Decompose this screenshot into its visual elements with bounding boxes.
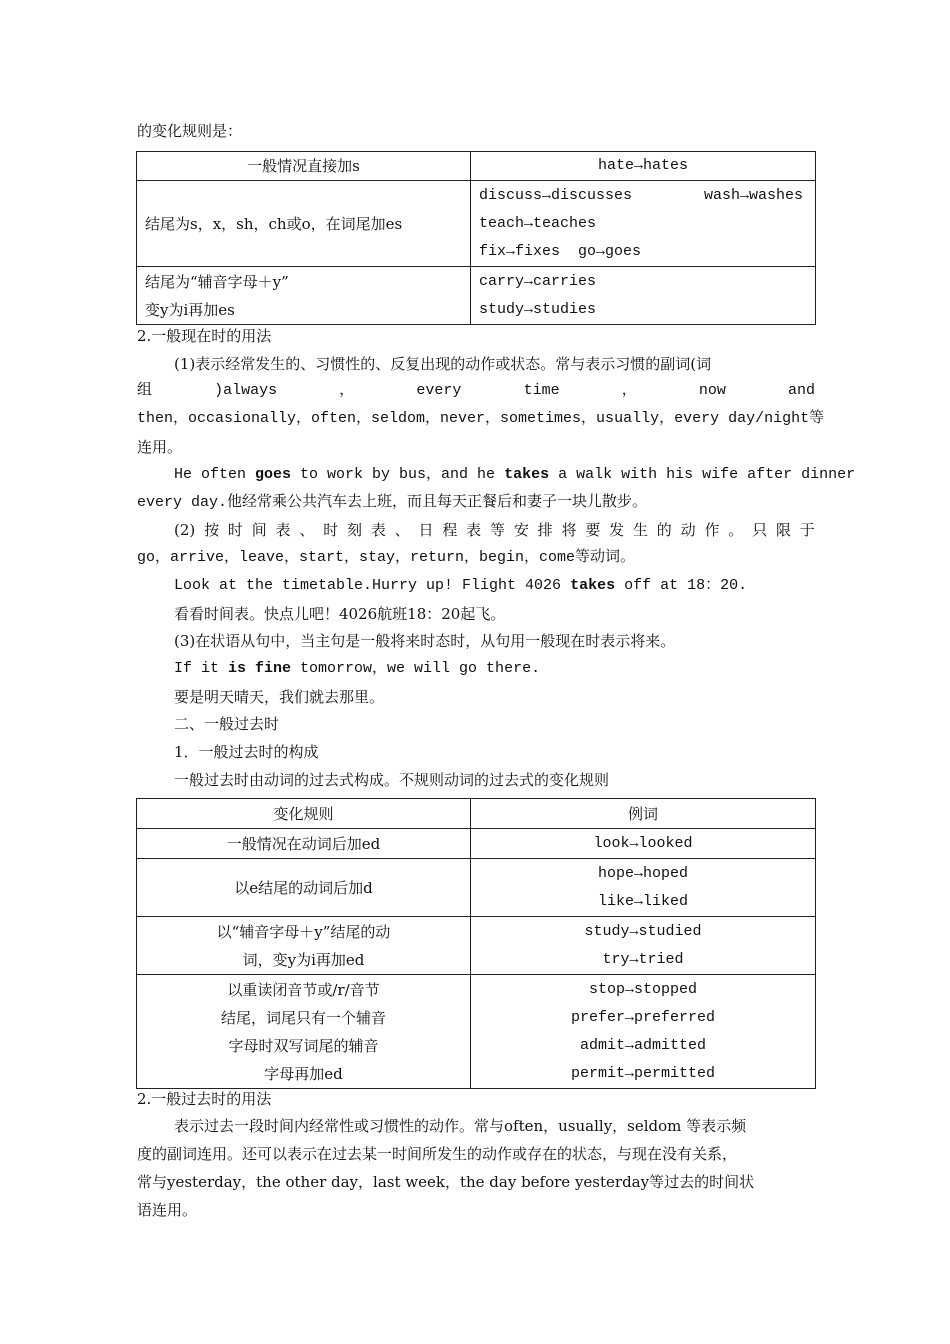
example-text: study→studies xyxy=(479,300,597,318)
example-text: teach→teaches xyxy=(479,214,597,232)
example-text: prefer→preferred xyxy=(570,1008,716,1026)
example-text: look→looked xyxy=(593,834,693,852)
rule-text: 结尾为“辅音字母＋y” xyxy=(145,272,289,291)
example-3-text-a: If it xyxy=(174,660,229,677)
usage-2-line-1-word: 刻 xyxy=(347,521,363,539)
example-3-sentence xyxy=(174,659,815,679)
section-heading-past-tense: 二、一般过去时 xyxy=(174,715,280,733)
example-1-sentence xyxy=(174,465,856,485)
usage-2-line-1-word: 日 xyxy=(418,521,434,539)
rule-cell xyxy=(137,975,471,1089)
usage-2-line-1-word: 表 xyxy=(275,521,291,539)
usage-1-line-4: 连用。 xyxy=(137,438,183,456)
usage-2-line-1-word: 限 xyxy=(775,521,791,539)
past-usage-line-3: 常与yesterday，the other day，last week，the day before yesterday等过去的时间状 xyxy=(137,1173,755,1191)
example-text: fix→fixes go→goes xyxy=(479,242,642,260)
usage-1-line-2-word: every xyxy=(416,382,462,399)
table-header-row xyxy=(137,799,816,829)
usage-1-line-3: then，occasionally，often，seldom，never，sometimes，usually，every day/night等 xyxy=(137,410,825,427)
rule-text: 字母再加ed xyxy=(264,1064,343,1083)
usage-1-line-1: (1)表示经常发生的、习惯性的、反复出现的动作或状态。常与表示习惯的副词(词 xyxy=(174,355,712,373)
table-row xyxy=(137,975,816,1089)
usage-2-line-1-word: 生 xyxy=(632,521,648,539)
example-text: hate→hates xyxy=(597,157,688,174)
example-2-sentence xyxy=(174,576,815,596)
rule-text: 变y为i再加es xyxy=(145,300,235,319)
usage-1-line-2-word: ， xyxy=(339,382,355,399)
table-row xyxy=(137,152,816,181)
example-text: stop→stopped xyxy=(588,980,698,998)
past-usage-line-1: 表示过去一段时间内经常性或习惯性的动作。常与often，usually，seldom 等表示频 xyxy=(174,1117,747,1135)
usage-1-line-2-word: )always xyxy=(214,382,278,399)
rule-text: 词，变y为i再加ed xyxy=(242,950,365,969)
example-2-verb-takes: takes xyxy=(570,577,616,594)
past-formation-text: 一般过去时由动词的过去式构成。不规则动词的过去式的变化规则 xyxy=(174,771,610,789)
example-2-text-a: Look at the timetable.Hurry up! Flight 4026 xyxy=(174,577,571,594)
example-cell xyxy=(471,829,816,859)
usage-2-line-1-word: 安 xyxy=(513,521,529,539)
column-header-text: 例词 xyxy=(627,804,658,823)
past-tense-rules-table xyxy=(136,798,816,1089)
column-header xyxy=(471,799,816,829)
rule-text: 以e结尾的动词后加d xyxy=(234,878,373,897)
usage-2-line-1-word: 排 xyxy=(537,521,553,539)
rule-text: 一般情况直接加s xyxy=(247,157,360,175)
usage-2-line-1-word: 、 xyxy=(394,521,410,539)
usage-2-line-1-word: 要 xyxy=(585,521,601,539)
usage-1-line-2 xyxy=(137,381,815,401)
usage-2-line-1-word: 。 xyxy=(728,521,744,539)
example-text: admit→admitted xyxy=(579,1036,707,1054)
example-cell xyxy=(471,181,816,267)
example-2-text-c: off at 18：20. xyxy=(615,577,748,594)
usage-2-line-1-word: 间 xyxy=(251,521,267,539)
section-heading-present-usage: 2.一般现在时的用法 xyxy=(137,327,272,345)
past-usage-line-4: 语连用。 xyxy=(137,1201,198,1219)
example-3-verb-is-fine: is fine xyxy=(228,660,292,677)
example-3-text-c: tomorrow，we will go there. xyxy=(291,660,541,677)
rule-cell xyxy=(137,152,471,181)
example-1-text-c: to work by bus，and he xyxy=(291,466,505,483)
usage-1-line-2-word: time xyxy=(523,382,560,399)
table-row xyxy=(137,181,816,267)
example-text: discuss→discusses wash→washes xyxy=(479,186,804,204)
usage-2-line-1-word: 表 xyxy=(370,521,386,539)
rule-text: 以“辅音字母＋y”结尾的动 xyxy=(216,922,391,941)
usage-2-line-1-word: 的 xyxy=(656,521,672,539)
present-tense-rules-table xyxy=(136,151,816,325)
example-text: like→liked xyxy=(597,892,688,910)
rule-text: 一般情况在动词后加ed xyxy=(226,834,381,853)
rule-cell xyxy=(137,859,471,917)
example-2-translation: 看看时间表。快点儿吧！4026航班18：20起飞。 xyxy=(174,605,506,623)
example-cell xyxy=(471,917,816,975)
example-1-text-e: a walk with his wife after dinner xyxy=(549,466,856,483)
usage-2-line-1-word: 时 xyxy=(227,521,243,539)
usage-2-line-1-word: 将 xyxy=(561,521,577,539)
example-1-verb-takes: takes xyxy=(504,466,550,483)
usage-2-line-1-word: 按 xyxy=(204,521,220,539)
rule-text: 结尾，词尾只有一个辅音 xyxy=(220,1008,386,1027)
usage-2-line-1-word: 程 xyxy=(442,521,458,539)
column-header-text: 变化规则 xyxy=(273,804,334,823)
usage-2-line-1-word: 、 xyxy=(299,521,315,539)
section-heading-past-usage: 2.一般过去时的用法 xyxy=(137,1090,272,1108)
section-heading-past-formation: 1．一般过去时的构成 xyxy=(174,743,319,761)
usage-2-line-1-word: 于 xyxy=(799,521,815,539)
rule-text: 字母时双写词尾的辅音 xyxy=(228,1036,379,1055)
example-text: permit→permitted xyxy=(570,1064,716,1082)
usage-1-line-2-word: now xyxy=(698,382,726,399)
usage-2-line-2: go，arrive，leave，start，stay，return，begin，come等动词。 xyxy=(137,549,636,566)
usage-2-line-1-word: 等 xyxy=(490,521,506,539)
example-1-verb-goes: goes xyxy=(255,466,292,483)
example-text: try→tried xyxy=(602,950,684,968)
rule-cell xyxy=(137,917,471,975)
example-cell xyxy=(471,152,816,181)
rule-cell xyxy=(137,267,471,325)
example-3-translation: 要是明天晴天，我们就去那里。 xyxy=(174,688,385,706)
table-row xyxy=(137,267,816,325)
usage-2-line-1-word: 作 xyxy=(704,521,720,539)
past-usage-line-2: 度的副词连用。还可以表示在过去某一时间所发生的动作或存在的状态，与现在没有关系， xyxy=(137,1145,738,1163)
example-text: carry→carries xyxy=(479,272,597,290)
example-text: study→studied xyxy=(584,922,702,940)
usage-2-line-1-word: 发 xyxy=(609,521,625,539)
usage-1-line-2-word: and xyxy=(787,382,815,399)
table-row xyxy=(137,829,816,859)
usage-2-line-1-word: 时 xyxy=(323,521,339,539)
usage-2-line-1-word: 动 xyxy=(680,521,696,539)
usage-1-line-2-word: ， xyxy=(621,382,637,399)
example-1-text-a: He often xyxy=(174,466,256,483)
example-cell xyxy=(471,859,816,917)
usage-2-line-1-word: 表 xyxy=(466,521,482,539)
usage-1-line-2-word: 组 xyxy=(137,382,153,399)
rule-text: 结尾为s，x，sh，ch或o，在词尾加es xyxy=(145,214,403,233)
table-row xyxy=(137,859,816,917)
example-text: hope→hoped xyxy=(597,864,688,882)
usage-3-line: (3)在状语从句中，当主句是一般将来时态时，从句用一般现在时表示将来。 xyxy=(174,632,676,650)
example-cell xyxy=(471,267,816,325)
rule-cell xyxy=(137,829,471,859)
example-1-line-2: every day.他经常乘公共汽车去上班，而且每天正餐后和妻子一块儿散步。 xyxy=(137,494,648,511)
intro-line: 的变化规则是： xyxy=(137,122,243,140)
column-header xyxy=(137,799,471,829)
usage-2-line-1-word: (2) xyxy=(174,521,196,539)
usage-2-line-1-word: 只 xyxy=(752,521,768,539)
usage-2-line-1 xyxy=(174,520,815,540)
table-row xyxy=(137,917,816,975)
rule-cell xyxy=(137,181,471,267)
example-cell xyxy=(471,975,816,1089)
rule-text: 以重读闭音节或/r/音节 xyxy=(227,980,380,999)
